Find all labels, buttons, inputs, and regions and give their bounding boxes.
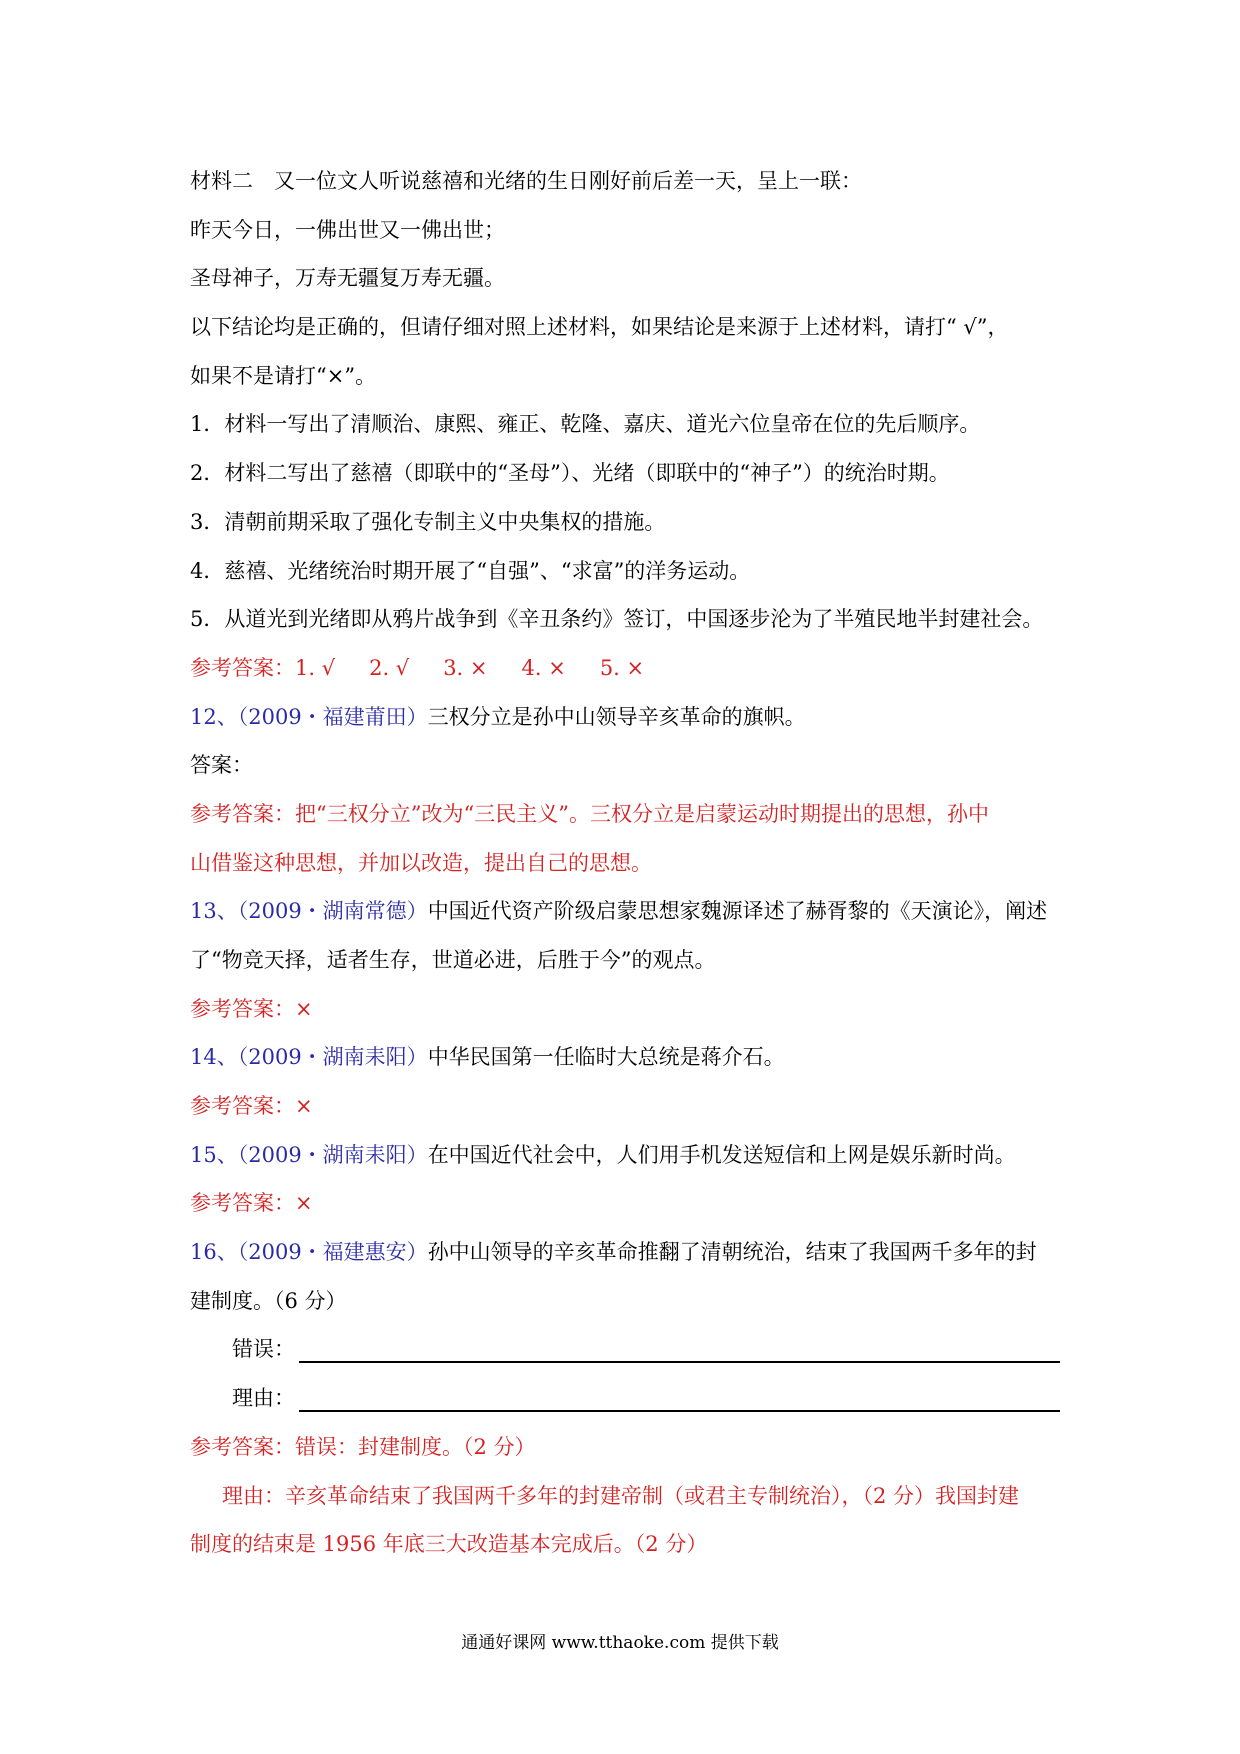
answer-item: 5. × [599,655,645,680]
question-number: 14、 [190,1045,238,1070]
question-number: 16、 [190,1240,238,1265]
question-text: 三权分立是孙中山领导辛亥革命的旗帜。 [427,704,806,729]
error-fill-row [190,1326,1060,1375]
answer-label: 参考答案： [190,655,295,680]
question-16 [190,1228,1060,1277]
question-source: （2009・湖南耒阳） [237,1142,428,1167]
question-source: （2009・湖南耒阳） [237,1045,428,1070]
reference-answer-13: 参考答案：× [190,996,313,1021]
question-number: 12、 [190,704,238,729]
couplet-line-1: 昨天今日，一佛出世又一佛出世； [190,217,505,242]
reason-label: 理由： [232,1386,295,1411]
answer-label-12: 答案： [190,753,253,778]
question-text: 中华民国第一任临时大总统是蒋介石。 [427,1045,785,1070]
answer-item: 4. × [521,655,566,680]
question-number: 15、 [190,1142,238,1167]
question-source: （2009・福建莆田） [237,704,428,729]
statement-2: 2．材料二写出了慈禧（即联中的“圣母”）、光绪（即联中的“神子”）的统治时期。 [190,461,950,486]
reference-answer-12-line-2: 山借鉴这种思想，并加以改造，提出自己的思想。 [190,850,652,875]
answer-item: 3. × [443,655,488,680]
reason-answer-line [299,1409,1060,1412]
question-text: 孙中山领导的辛亥革命推翻了清朝统治，结束了我国两千多年的封 [427,1240,1037,1265]
question-16-line-2: 建制度。（6 分） [190,1288,347,1313]
error-label: 错误： [232,1337,295,1362]
question-text: 中国近代资产阶级启蒙思想家魏源译述了赫胥黎的《天演论》，阐述 [427,899,1048,924]
reference-answer-12-line-1: 参考答案：把“三权分立”改为“三民主义”。三权分立是启蒙运动时期提出的思想，孙中 [190,801,989,826]
page-content [190,157,1060,1569]
question-source: （2009・福建惠安） [237,1240,428,1265]
statement-3: 3．清朝前期采取了强化专制主义中央集权的措施。 [190,509,666,534]
question-13-line-2: 了“物竞天择，适者生存，世道必进，后胜于今”的观点。 [190,948,716,972]
instruction-line-1: 以下结论均是正确的，但请仔细对照上述材料，如果结论是来源于上述材料，请打“ √”， [190,315,1009,340]
reference-answer-14: 参考答案：× [190,1094,313,1119]
instruction-line-2: 如果不是请打“×”。 [190,363,377,388]
question-source: （2009・湖南常德） [237,899,428,924]
reference-answers-11 [190,644,1060,693]
statement-4: 4．慈禧、光绪统治时期开展了“自强”、“求富”的洋务运动。 [190,558,751,583]
question-number: 13、 [190,899,238,924]
reference-answer-16-line-3: 制度的结束是 1956 年底三大改造基本完成后。（2 分） [190,1532,708,1557]
statement-5: 5．从道光到光绪即从鸦片战争到《辛丑条约》签订，中国逐步沦为了半殖民地半封建社会。 [190,607,1044,632]
question-14 [190,1033,1060,1082]
reference-answer-16-line-2: 理由：辛亥革命结束了我国两千多年的封建帝制（或君主专制统治），（2 分）我国封建 [222,1483,1020,1508]
error-answer-line [299,1360,1060,1363]
answer-item: 2. √ [369,655,410,680]
material-two-intro: 材料二 又一位文人听说慈禧和光绪的生日刚好前后差一天，呈上一联： [190,169,862,193]
statement-1: 1．材料一写出了清顺治、康熙、雍正、乾隆、嘉庆、道光六位皇帝在位的先后顺序。 [190,412,981,437]
answer-item: 1. √ [295,655,336,680]
reference-answer-16-line-1: 参考答案：错误：封建制度。（2 分） [190,1434,536,1459]
couplet-line-2: 圣母神子，万寿无疆复万寿无疆。 [190,266,505,291]
question-13 [190,887,1060,936]
question-12 [190,693,1060,742]
question-text: 在中国近代社会中，人们用手机发送短信和上网是娱乐新时尚。 [427,1142,1016,1167]
reference-answer-15: 参考答案：× [190,1191,313,1216]
question-15 [190,1131,1060,1180]
page-footer: 通通好课网 www.tthaoke.com 提供下载 [461,1633,779,1653]
reason-fill-row [190,1374,1060,1423]
